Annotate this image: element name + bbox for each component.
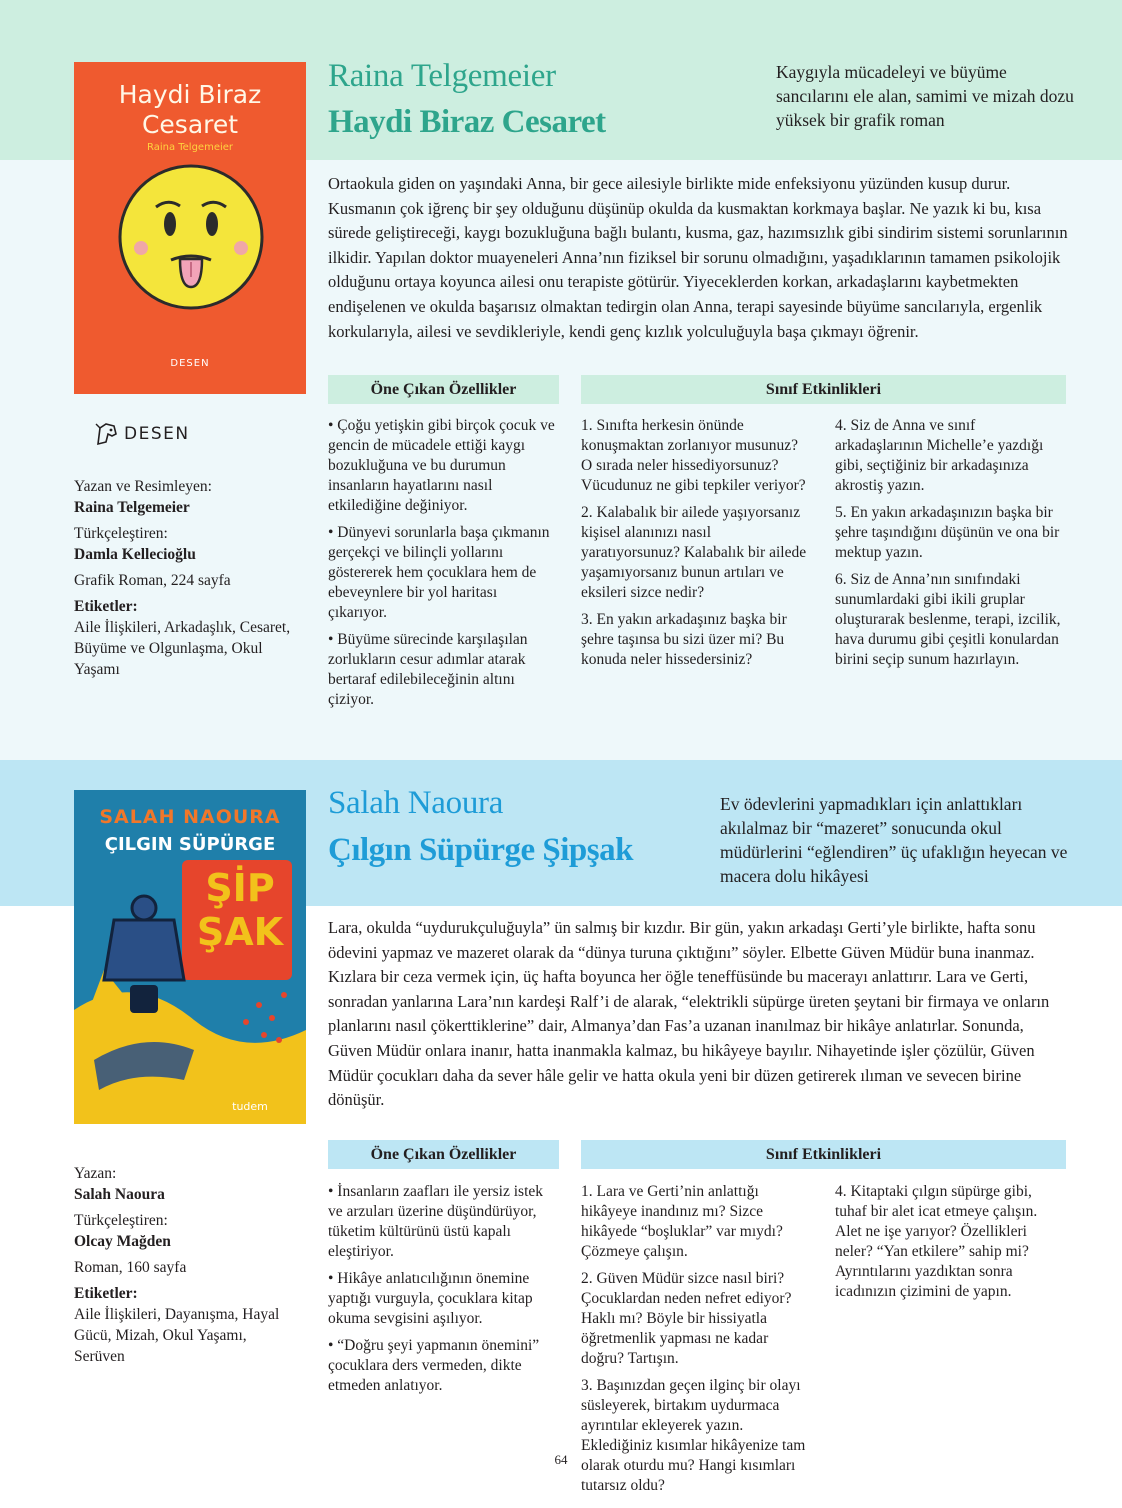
book-cover-haydi-biraz-cesaret [74,62,306,394]
tags-label: Etiketler: [74,1285,138,1302]
feature-item: • Büyüme sürecinde karşılaşılan zorlukların cesur adımlar atarak bertaraf edilebileceğinin altını çiziyor. [328,631,528,708]
publisher-logo-desen [94,420,190,448]
translator-value: Olcay Mağden [74,1233,171,1250]
cover-author: Raina Telgemeier [146,142,234,153]
book-cover-cilgin-supurge-sipsak [74,790,306,1124]
book2-title: Çılgın Süpürge Şipşak [328,832,633,868]
tags-value: Aile İlişkileri, Dayanışma, Hayal Gücü, Mizah, Okul Yaşamı, Serüven [74,1306,280,1365]
cover-publisher: tudem [232,1100,268,1113]
feature-item: • İnsanların zaafları ile yersiz istek ve arzuları üzerine düşündürüyor, tüketim kültürünü üstü kapalı eleştiriyor. [328,1183,544,1260]
book1-features-list [328,416,556,717]
activity-item: 6. Siz de Anna’nın sınıfındaki sunumlardaki gibi ikili gruplar oluşturarak beslenme, terapi, izcilik, hava durumu gibi çeşitli konulardan birini seçip sunum hazırlayın. [835,571,1061,668]
translator-label: Türkçeleştiren: [74,1212,168,1229]
author-value: Raina Telgemeier [74,499,190,516]
book2-activities-col2 [835,1182,1065,1309]
book2-meta [74,1163,294,1367]
activity-item: 3. En yakın arkadaşınız başka bir şehre taşınsa bu sizi üzer mi? Bu konuda neler hissedersiniz? [581,611,787,668]
translator-label: Türkçeleştiren: [74,525,168,542]
tags-label: Etiketler: [74,598,138,615]
activity-item: 3. Başınızdan geçen ilginç bir olayı süsleyerek, birtakım uydurmaca ayrıntılar ekleyerek yazın. Eklediğiniz kısımlar hikâyenize tam olarak oturdu mu? Hangi kısımları tutarsız oldu? [581,1377,806,1494]
worried-face-icon [116,162,266,312]
book1-tagline: Kaygıyla mücadeleyi ve büyüme sancılarını ele alan, samimi ve mizah dozu yüksek bir grafik roman [776,62,1074,130]
book2-activities-heading: Sınıf Etkinlikleri [581,1140,1066,1169]
page-number: 64 [554,1452,568,1467]
cover-title-line2: Cesaret [141,110,239,139]
book1-meta [74,476,294,680]
book2-features-heading: Öne Çıkan Özellikler [328,1140,559,1169]
feature-item: • Dünyevi sorunlarla başa çıkmanın gerçekçi ve bilinçli yollarını göstererek hem çocuklara hem de ebeveynlere bir yol haritası çıkarıyor. [328,524,550,621]
publisher-logo-text: DESEN [124,424,190,444]
book1-title: Haydi Biraz Cesaret [328,104,606,140]
book1-features-heading: Öne Çıkan Özellikler [328,375,559,404]
book1-description: Ortaokula giden on yaşındaki Anna, bir gece ailesiyle birlikte mide enfeksiyonu yüzünden kusup durur. Kusmanın çok iğrenç bir şey olduğunu düşünüp okulda da kusmaktan korkmaya başlar. Ne yazık ki bu, kısa sürede geliştireceği, kaygı bozukluğuna bağlı bulantı, kusma, gaz, hazımsızlık gibi sindirim sistemi sorunlarının ilkidir. Yapılan doktor muayeneleri Anna’nın fiziksel bir sorunu olmadığını, yaşadıklarının tamamen psikolojik olduğunu ortaya koyunca ailesi onu terapiste götürür. Yiyeceklerden korkan, arkadaşlarını kaybetmekten endişelenen ve okulda başarısız olmaktan tedirgin olan Anna, terapi sayesinde büyüme sancılarıyla, ergenlik korkularıyla, ailesi ve sevdikleriyle, kendi genç kızlık yolculuğuyla başa çıkmayı öğrenir. [328,174,1068,341]
translator-value: Damla Kellecioğlu [74,546,196,563]
book1-author: Raina Telgemeier [328,58,556,94]
cover-publisher: DESEN [170,358,210,369]
author-label: Yazan: [74,1165,117,1182]
format-info: Roman, 160 sayfa [74,1259,187,1276]
format-info: Grafik Roman, 224 sayfa [74,572,231,589]
activity-item: 1. Lara ve Gerti’nin anlattığı hikâyeye inandınız mı? Sizce hikâyede “boşluklar” var mıydı? Çözmeye çalışın. [581,1183,783,1260]
feature-item: • Çoğu yetişkin gibi birçok çocuk ve gencin de mücadele ettiği kaygı bozukluğuna ve bu durumun insanların hayatlarını nasıl etkilediğine değiniyor. [328,417,555,514]
activity-item: 2. Kalabalık bir ailede yaşıyorsanız kişisel alanınızı nasıl yaratıyorsunuz? Kalabalık bir ailede yaşamıyorsanız bunun artıları ve eksileri sizce nedir? [581,504,807,601]
activity-item: 4. Siz de Anna ve sınıf arkadaşlarının Michelle’e yazdığı gibi, seçtiğiniz bir arkadaşınıza akrostiş yazın. [835,417,1044,494]
book1-activities-col2 [835,416,1065,677]
author-value: Salah Naoura [74,1186,165,1203]
book2-tagline: Ev ödevlerini yapmadıkları için anlattıkları akılalmaz bir “mazeret” sonucunda okul müdürlerini “eğlendiren” üç ufaklığın heyecan ve macera dolu hikâyesi [720,794,1068,886]
desen-dog-icon [94,420,120,448]
cover-title-sip: ŞİP [205,866,275,910]
book1-activities-col1 [581,416,811,677]
activity-item: 1. Sınıfta herkesin önünde konuşmaktan zorlanıyor musunuz? O sırada neler hissediyorsunuz? Vücudunuz ne gibi tepkiler veriyor? [581,417,806,494]
book2-author: Salah Naoura [328,785,504,821]
book2-features-list [328,1182,556,1403]
tags-value: Aile İlişkileri, Arkadaşlık, Cesaret, Büyüme ve Olgunlaşma, Okul Yaşamı [74,619,291,678]
book1-activities-heading: Sınıf Etkinlikleri [581,375,1066,404]
cover-title-sak: ŞAK [196,910,284,954]
book2-description: Lara, okulda “uydurukçuluğuyla” ün salmış bir kızdır. Bir gün, yakın arkadaşı Gerti’yle birlikte, hafta sonu ödevini yapmaz ve mazeret olarak da “dünya turuna çıktığını” söyler. Elbette Güven Müdür buna inanmaz. Kızlara bir ceza vermek için, üç hafta boyunca her öğle teneffüsünde bu macerayı anlattırır. Lara ve Gerti, sonradan yanlarına Lara’nın kardeşi Ralf’i de alarak, “elektrikli süpürge üreten şeytani bir firmaya ve onların planlarını nasıl çökerttiklerine” dair, Almanya’dan Fas’a uzanan inanılmaz bir hikâye anlatırlar. Sonunda, Güven Müdür onlara inanır, hatta inanmakla kalmaz, bu hikâyeye bayılır. Nihayetinde işler çözülür, Güven Müdür çocukları daha da sever hâle gelir ve hatta okula yeni bir düzen getirerek ılıman ve sevecen birine dönüşür. [328,918,1050,1110]
feature-item: • Hikâye anlatıcılığının önemine yaptığı vurguyla, çocuklara kitap okuma sevgisini aşılıyor. [328,1270,533,1327]
activity-item: 4. Kitaptaki çılgın süpürge gibi, tuhaf bir alet icat etmeye çalışın. Alet ne işe yarıyor? Özellikleri neler? “Yan etkilere” sahip mi? Ayrıntılarını yazdıktan sonra icadınızın çizimini de yapın. [835,1183,1038,1300]
activity-item: 2. Güven Müdür sizce nasıl biri? Çocuklardan neden nefret ediyor? Haklı mı? Böyle bir hissiyatla öğretmenlik yapması ne kadar doğru? Tartışın. [581,1270,792,1367]
activity-item: 5. En yakın arkadaşınızın başka bir şehre taşındığını düşünün ve ona bir mektup yazın. [835,504,1060,561]
author-label: Yazan ve Resimleyen: [74,478,212,495]
cover-title-line1: ÇILGIN SÜPÜRGE [104,834,276,855]
feature-item: • “Doğru şeyi yapmanın önemini” çocuklara ders vermeden, dikte etmeden anlatıyor. [328,1337,540,1394]
cover-title-line1: Haydi Biraz [118,80,262,109]
cover-author: SALAH NAOURA [99,806,281,828]
